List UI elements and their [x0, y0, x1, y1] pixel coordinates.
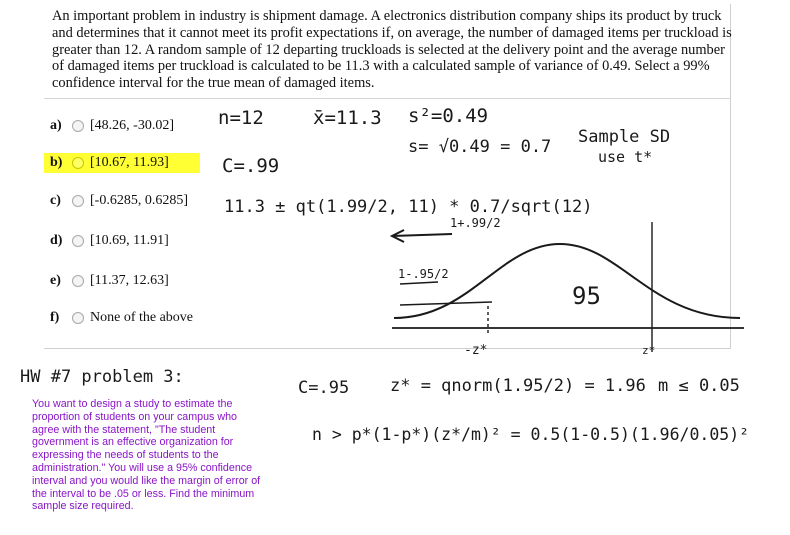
- option-letter: c): [50, 193, 61, 208]
- hw-tail: 1-.95/2: [398, 267, 449, 281]
- option-label: [48.26, -30.02]: [90, 118, 174, 133]
- option-label: [10.67, 11.93]: [90, 155, 169, 170]
- hw-area: 95: [572, 282, 601, 310]
- hw-use-t: use t*: [598, 148, 653, 166]
- hw-n: n=12: [218, 107, 264, 129]
- hw-xbar: x̄=11.3: [313, 107, 382, 129]
- hw-interval-formula: 11.3 ± qt(1.99/2, 11) * 0.7/sqrt(12): [224, 197, 593, 217]
- option-letter: f): [50, 310, 60, 325]
- option-letter: e): [50, 273, 61, 288]
- normal-curve: [394, 244, 740, 318]
- option-label: [11.37, 12.63]: [90, 273, 169, 288]
- fraction-bar: [400, 282, 438, 284]
- hw-zstar: z* = qnorm(1.95/2) = 1.96: [390, 376, 646, 396]
- hw-confidence: C=.99: [222, 155, 280, 177]
- hw-sd: s= √0.49 = 0.7: [408, 137, 552, 157]
- arrow-line: [392, 234, 452, 236]
- hw-sample-size: n > p*(1-p*)(z*/m)² = 0.5(1-0.5)(1.96/0.05)²: [312, 425, 750, 444]
- hw-sample-sd: Sample SD: [578, 127, 671, 147]
- option-label: [10.69, 11.91]: [90, 233, 169, 248]
- hw-neg-z: -z*: [464, 343, 488, 358]
- hw-title: HW #7 problem 3:: [20, 367, 184, 387]
- option-letter: b): [50, 155, 63, 170]
- hw-c95: C=.95: [298, 378, 350, 398]
- hw-variance: s²=0.49: [408, 105, 489, 127]
- option-letter: d): [50, 233, 63, 248]
- hw-pos-z: z*: [642, 344, 656, 357]
- option-label: None of the above: [90, 310, 194, 325]
- hw-half: 1+.99/2: [450, 216, 501, 230]
- option-label: [-0.6285, 0.6285]: [90, 193, 188, 208]
- question-text: An important problem in industry is shipment damage. A electronics distribution company ships its product by truck and determines that it cannot meet its profit expectations if, on average, the number of damaged items per truckload is greater than 12. A random sample of 12 departing truckloads is selected at the delivery point and the average number of damaged items per truckload is calculated to be 11.3 with a calculated sample of variance of 0.49. Select a 99% confidence interval for the true mean of damaged items.: [52, 8, 732, 92]
- hw-margin: m ≤ 0.05: [658, 376, 740, 396]
- option-letter: a): [50, 118, 62, 133]
- homework-problem-text: You want to design a study to estimate the proportion of students on your campus who agree with the statement, "The student government is an effective organization for expressing the needs of students to the administration." You will use a 95% confidence interval and you would like the margin of error of the interval to be .05 or less. Find the minimum sample size required.: [32, 398, 261, 513]
